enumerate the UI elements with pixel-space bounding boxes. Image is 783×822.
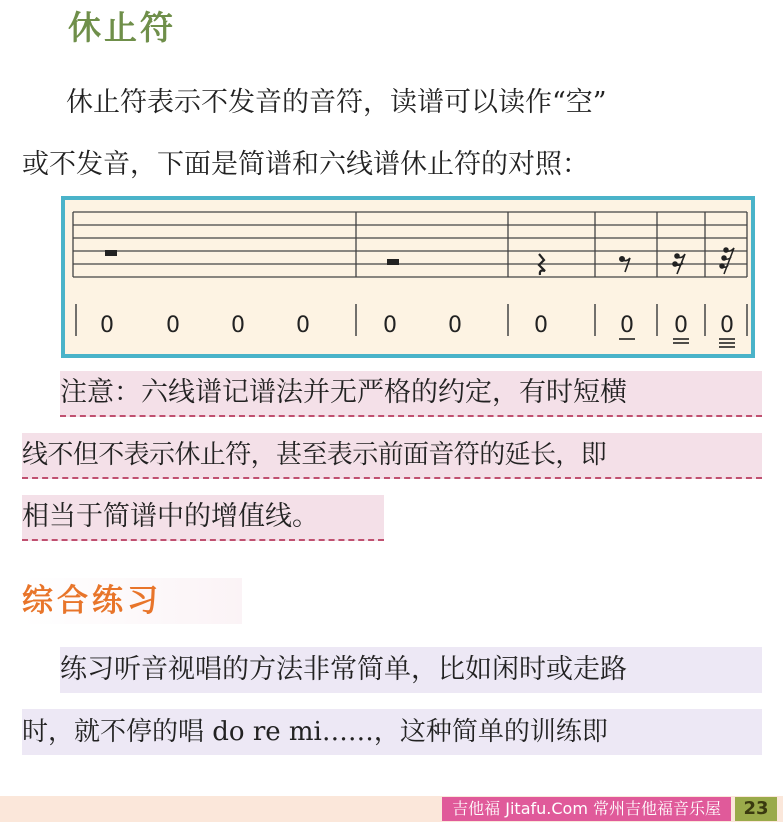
whole-rest-symbol (105, 250, 117, 256)
exercise-title: 综合练习 (22, 578, 242, 624)
half-rest-symbol (387, 259, 399, 265)
rest-comparison-figure (61, 196, 755, 358)
exercise-line-1: 练习听音视唱的方法非常简单，比如闲时或走路 (60, 647, 762, 693)
exercise-line-2: 时，就不停的唱 do re mi……，这种简单的训练即 (22, 709, 762, 755)
jianpu-zero: 0 (534, 313, 548, 338)
thirty-second-rest-symbol (720, 248, 734, 274)
footer-brand: 吉他福 Jitafu.Com 常州吉他福音乐屋 (442, 797, 731, 821)
intro-line-1: 休止符表示不发音的音符，读谱可以读作“空” (66, 87, 607, 118)
jianpu-zero: 0 (383, 313, 397, 338)
page-number: 23 (735, 797, 777, 821)
jianpu-zero: 0 (100, 313, 114, 338)
note-line-1: 注意：六线谱记谱法并无严格的约定，有时短横 (60, 371, 762, 417)
jianpu-zero: 0 (674, 313, 688, 338)
jianpu-zero: 0 (296, 313, 310, 338)
jianpu-zero: 0 (448, 313, 462, 338)
jianpu-zero: 0 (166, 313, 180, 338)
note-line-2: 线不但不表示休止符，甚至表示前面音符的延长，即 (22, 433, 762, 479)
jianpu-zero: 0 (620, 313, 634, 338)
jianpu-zero: 0 (720, 313, 734, 338)
section-title: 休止符 (68, 8, 176, 47)
intro-line-2: 或不发音，下面是简谱和六线谱休止符的对照： (22, 149, 589, 180)
note-line-3: 相当于简谱中的增值线。 (22, 495, 384, 541)
tablature-staff (65, 200, 751, 354)
jianpu-zero: 0 (231, 313, 245, 338)
